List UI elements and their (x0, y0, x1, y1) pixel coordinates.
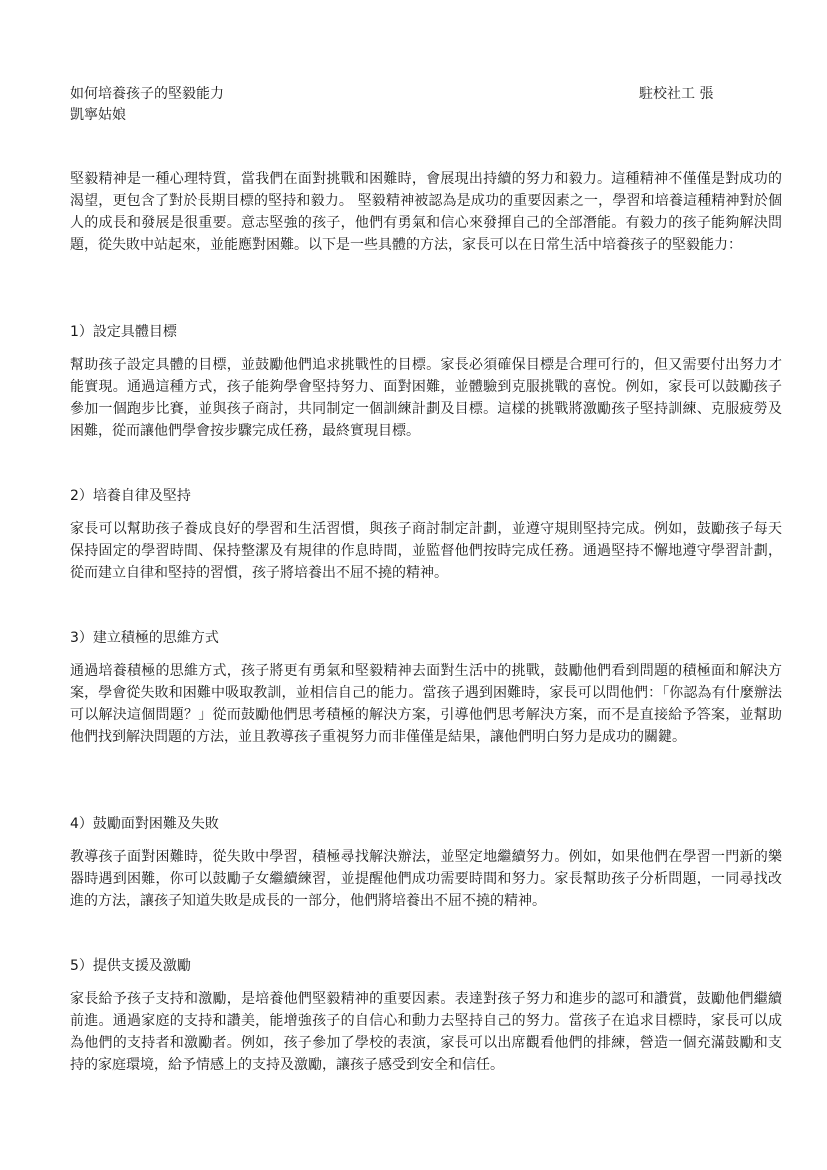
document-title: 如何培養孩子的堅毅能力 (70, 86, 224, 102)
document-page (70, 0, 782, 1170)
section-heading-1: 1）設定具體目標 (70, 324, 177, 340)
section-body-1: 幫助孩子設定具體的目標，並鼓勵他們追求挑戰性的目標。家長必須確保目標是合理可行的，但又需要付出努力才能實現。通過這種方式，孩子能夠學會堅持努力、面對困難，並體驗到克服挑戰的喜悅。例如，家長可以鼓勵孩子參加一個跑步比賽，並與孩子商討，共同制定一個訓練計劃及目標。這樣的挑戰將激勵孩子堅持訓練、克服疲勞及困難，從而讓他們學會按步驟完成任務，最終實現目標。 (70, 357, 782, 439)
section-body-4: 教導孩子面對困難時，從失敗中學習，積極尋找解決辦法，並堅定地繼續努力。例如，如果他們在學習一門新的樂器時遇到困難，你可以鼓勵子女繼續練習，並提醒他們成功需要時間和努力。家長幫助孩子分析問題，一同尋找改進的方法，讓孩子知道失敗是成長的一部分，他們將培養出不屈不撓的精神。 (70, 849, 782, 909)
section-body-2: 家長可以幫助孩子養成良好的學習和生活習慣，與孩子商討制定計劃，並遵守規則堅持完成。例如，鼓勵孩子每天保持固定的學習時間、保持整潔及有規律的作息時間，並監督他們按時完成任務。通過堅持不懈地遵守學習計劃，從而建立自律和堅持的習慣，孩子將培養出不屈不撓的精神。 (70, 521, 782, 581)
section-body-5: 家長給予孩子支持和激勵，是培養他們堅毅精神的重要因素。表達對孩子努力和進步的認可和讚賞，鼓勵他們繼續前進。通過家庭的支持和讚美，能增強孩子的自信心和動力去堅持自己的努力。當孩子在追求目標時，家長可以成為他們的支持者和激勵者。例如，孩子參加了學校的表演，家長可以出席觀看他們的排練，營造一個充滿鼓勵和支持的家庭環境，給予情感上的支持及激勵，讓孩子感受到安全和信任。 (70, 991, 782, 1073)
author-name: 凱寧姑娘 (70, 107, 126, 123)
section-heading-3: 3）建立積極的思維方式 (70, 630, 219, 646)
section-body-3: 通過培養積極的思維方式，孩子將更有勇氣和堅毅精神去面對生活中的挑戰，鼓勵他們看到問題的積極面和解決方案，學會從失敗和困難中吸取教訓，並相信自己的能力。當孩子遇到困難時，家長可以問他們：「你認為有什麼辦法可以解決這個問題？」從而鼓勵他們思考積極的解決方案，引導他們思考解決方案，而不是直接給予答案，並幫助他們找到解決問題的方法，並且教導孩子重視努力而非僅僅是結果，讓他們明白努力是成功的關鍵。 (70, 663, 782, 745)
section-heading-2: 2）培養自律及堅持 (70, 488, 191, 504)
section-heading-4: 4）鼓勵面對困難及失敗 (70, 816, 219, 832)
author-role: 駐校社工 張 (639, 86, 714, 102)
section-heading-5: 5）提供支援及激勵 (70, 958, 191, 974)
intro-paragraph: 堅毅精神是一種心理特質，當我們在面對挑戰和困難時，會展現出持續的努力和毅力。這種精神不僅僅是對成功的渴望，更包含了對於長期目標的堅持和毅力。 堅毅精神被認為是成功的重要因素之一，學習和培養這種精神對於個人的成長和發展是很重要。意志堅強的孩子，他們有勇氣和信心來發揮自己的全部潛能。有毅力的孩子能夠解決問題，從失敗中站起來，並能應對困難。以下是一些具體的方法，家長可以在日常生活中培養孩子的堅毅能力： (70, 171, 782, 253)
